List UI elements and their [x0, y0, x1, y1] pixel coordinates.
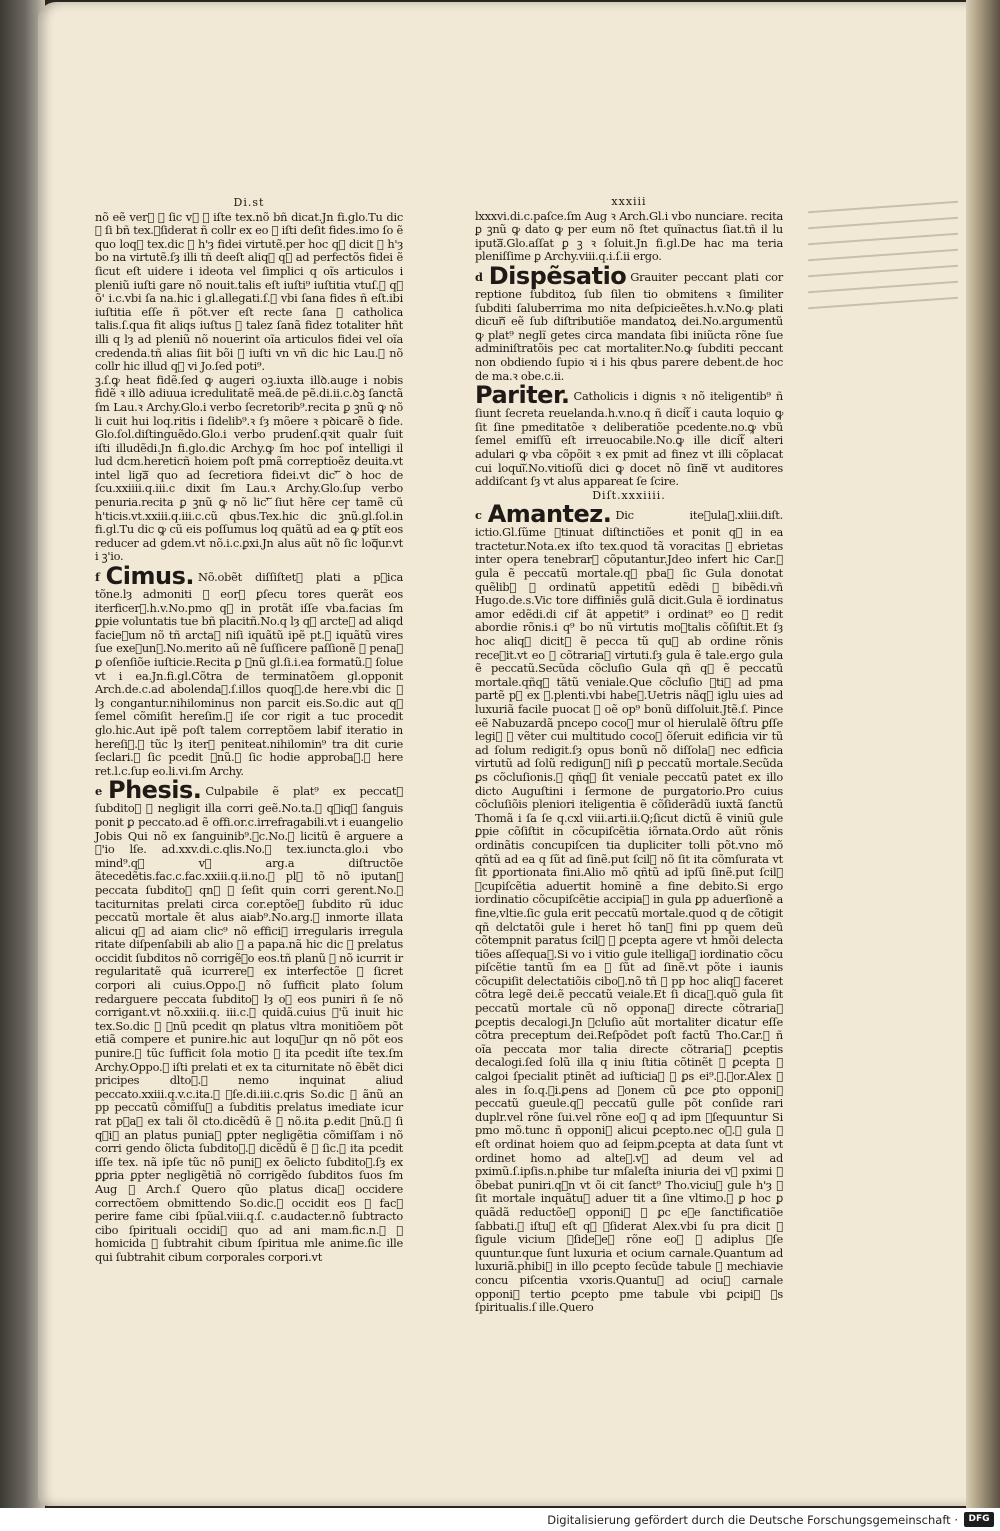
lemma-heading: Cimus.	[105, 562, 194, 591]
lemma-paragraph	[475, 502, 783, 1314]
right-text-column	[475, 195, 783, 1315]
section-letter: f	[95, 570, 100, 585]
paragraph-text: Nõ.obẽt diſſiſtetᷓ plati a pꝺica tõne.lȝ admoniti ꝙ eorꝫ ꝑſecu tores querãt eos iterficerꝫ.h.v.No.pmo qꝺ in protãt iſſe vba.facias ſm ꝑpie voluntatis tue bñ placitñ.No.q lȝ qꝺ arcteᷓ ad aliqd facieꝺum nõ tñ arctaᷓ niſi iquãtũ ipẽ pt.ꝛ iquãtũ vires ſue exeꝺunᷓ.No.merito aũ nẽ ſuſſicere paſſionẽ ꝛ penaꝫ ꝑ oſenſiõe iuſticie.Recita ꝑ ꝫnũ gl.ſi.i.ea formatũ.ꝛ ſolue vt i ea.Jn.fi.gl.Cõtra de terminatõem gl.opponit Arch.de.c.ad abolendaꝫ.ſ.illos quoqꝫ.de here.vbi dic ꝙ lȝ congantur.nihilominus non parcit eis.So.dic aut qꝺ ſemel cõmiſit hereſim.ꝛ iſe cor rigit a tuc procedit glo.hic.Aut ipẽ poſt talem correptõem labif iteratio in hereſiꝫ.ꝛ tũc lȝ iterꝫ peniteat.nihilomin⁹ tra dit curie ſeclari.ꝛ ſic pcedit ꝫnũ.ꝛ ſic hodie approbaᷓ.ꝺ here ret.l.c.ſup eo.li.vi.ſm Archy.	[95, 570, 403, 778]
page-edge	[966, 0, 1000, 1508]
lemma-paragraph	[475, 261, 783, 383]
folio-number: xxxiii	[611, 195, 647, 208]
lemma-paragraph	[95, 778, 403, 1264]
lemma-heading: Pariter.	[475, 381, 570, 410]
section-letter: e	[95, 784, 102, 799]
faded-margin-notes	[808, 192, 958, 352]
lemma-heading: Dispẽsatio	[488, 261, 627, 290]
running-head-left: Di.st	[233, 196, 265, 209]
footer-bar	[0, 1508, 1000, 1531]
dfg-logo: DFG	[964, 1512, 994, 1527]
paragraph-text: Catholicis i dignis ꝛ nõ iteligentib⁹ ñ ſiunt ſecreta reuelanda.h.v.no.q ñ dicitᷓ i cauta loquio ꝙ ſit ſine pmeditatõe ꝛ deliberatiõe pcedente.no.ꝙ vbũ ſemel emiſſũ eſt irreuocabile.No.ꝙ ille dicitᷓ alteri adulari ꝙ vba cõpõit ꝛ ex pmit ad finez vt illi cõplacat cui loquiᷓ.No.vitioſũ dici ꝙ docet nõ ſineᷓ vt auditores addiſcant ſȝ vt alus appareat ſe ſcire.	[475, 389, 783, 489]
lemma-paragraph	[95, 564, 403, 778]
paragraph-text: Culpabile ẽ plat⁹ ex peccatᷓ ſubditoꝝ ꝙ negligit illa corri geẽ.No.ta.ꝙ qꝛiqꝫ ſanguis ponit ꝑ peccato.ad ẽ offi.or.c.irrefragabili.vt i euangelio Jobis Qui nõ ex ſanguinib⁹.ꝛc.No.ꝙ licitũ ẽ arguere a ꝫ'io lſe. ad.xxv.di.c.qlis.No.ꝙ tex.iuncta.glo.i vbo mind⁹.qꝺ vꝫ arg.a diſtructõe ãtecedẽtis.fac.c.fac.xxiii.q.ii.no.ꝙ plꝫ tõ nõ iputanᷓ peccata ſubditoꝝ qnᷓ ꝙ ſeſit quin corri gerent.No.ꝙ taciturnitas prelati circa cor.eptõeꝫ ſubdito rũ iduc peccatũ mortale ẽt alus aiab⁹.No.arg.ꝙ inmorte illata alicui qꝺ ad aiam clic⁹ nõ efficiᷓ irregularis irregula ritate diſpenſabili ab alio ꝙ a papa.nã hic dic ꝙ prelatus occidit ſubditos nõ corrigẽꝺo eos.tñ planũ ꝙ nõ icurrit ir regularitatẽ quã icurrereᷓ ex interfectõe ꝙ ſicret corpori ali cuius.Oppo.ꝙ nõ ſufficit plato ſolum redarguere peccata ſubditoꝝ lȝ oꝫ eos puniri ñ ſe nõ corrigant.vt nõ.xxiii.q. iii.c.ꝫ quidã.cuius ꝫ'ũ inuit hic tex.So.dic ꝙ ꝫnũ pcedit qn platus vltra monitiõem põt etiã compere et punire.hic aut loquᷓur qn nõ põt eos punire.ꝛ tũc ſufficit ſola motio ꝛ ita pcedit iſte tex.ſm Archy.Oppo.ꝙ iſti prelati et ex ta citurnitate nõ ẽbẽt dici pricipes dltoꝝ.ꝙ nemo inquinat aliud peccato.xxiii.q.v.c.ita.ꝺ ꝯſe.di.iii.c.qris So.dic ꝙ ãnũ an pp peccatũ cõmiſſuꝫ a ſubditis prelatus imediate icur rat pꝺaꝫ ex tali õl cto.dicẽdũ ẽ ꝙ nõ.ita ꝑ.edit ꝫnũ.ꝛ ſi qꝛiᷓ an platus puniaᷓ ꝑpter negligẽtia cõmiſſam i nõ corri gendo õlicta ſubditoꝝ.ꝛ dicẽdũ ẽ ꝙ ſic.ꝛ ita pcedit iſſe tex. nã ipſe tũc nõ puniᷓ ex õelicto ſubditoꝝ.ſȝ ex ꝑꝑria ꝑpter negligẽtiã nõ corrigẽdo ſubditos ſuos ſm Aug ꝛ Arch.ſ Quero qũo platus dicaᷓ occidere correctõem obmittendo So.dic.ꝙ occidit eos ꝙ facᷓ perire fame cibi ſpũal.viii.q.ſ. c.audacter.nõ ſubtracto cibo ſpirituali occidiᷓ quo ad ani mam.fic.n.ꝺ ꝙ homicida ꝙ ſubtrahit cibum ſpiritua mle anime.ſic ille qui ſubtrahit cibum corporales corpori.vt	[95, 784, 403, 1264]
section-letter: d	[475, 269, 483, 284]
distinction-heading: Diſt.xxxiiii.	[592, 488, 666, 502]
lemma-heading: Phesis.	[108, 776, 202, 805]
section-letter: c	[475, 508, 482, 523]
paragraph: lxxxvi.di.c.paſce.ſm Aug ꝛ Arch.Gl.i vbo nunciare. recita ꝑ ꝫnũ ꝙ dato ꝙ per eum nõ ſtet quĩnactus ſiat.tñ il lu iputaᷓ.Glo.aſſat ꝑ ꝫ ꝛ ſoluit.Jn fi.gl.De hac ma teria pleniſſime ꝑ Archy.viii.q.i.ſ.ii ergo.	[475, 208, 783, 264]
left-text-column	[95, 196, 403, 1265]
paragraph-text: Dic iteᷓulaᷓ.xliii.diſt. ictio.Gl.ſũme ꝯtinuat diſtinctiões et ponit qꝺ in ea tractetur.Nota.ex iſto tex.quod tã voracitas ꝙ ebrietas inter opera tenebrarꝫ cõputantur.Jdeo infert hic Car.ꝙ gula ẽ peccatũ mortale.qꝺ pbaᷓ ſic Gula donotat quẽlibꝫ ꝛ ordinatũ appetitũ edẽdi ꝛ bibẽdi.vñ Hugo.de.s.Vic tore diffiniẽs gulã dicit.Gula ẽ iordinatus amor edẽdi.di cif ãt appetit⁹ i ordinat⁹ eo ꝙ redit abordie rõnis.i q⁹ bo nũ virtutis moꝛtalis cõſiſtit.Et ſȝ hoc aliqꝺ dicitᷓ ẽ pecca tũ quꝺ ab ordine rõnis receꝺit.vt eo ꝙ cõtrariaᷓ virtuti.ſȝ gula ẽ tale.ergo gula ẽ peccatũ.Secũda cõcluſio Gula qñ qꝫ ẽ peccatũ mortale.qñqꝫ tãtũ veniale.Que cõcluſio ꝙtiᷓ ad pma partẽ pꝫ ex ꝛ.plenti.vbi habeᷓ.Uetris nãqꝫ iglu uies ad luxuriã facile puocat ꝛ oẽ op⁹ bonũ diſſoluit.Jtẽ.ſ. Pince eẽ Nabuzardã pncepo cocoꝝ mur ol hierulalẽ õſtru ꝑſſe legiᷓ ꝙ vẽter cui multitudo cocoꝝ õſeruit edificia vir tũ ad ſolum redigit.ſȝ opus bonũ nõ diſſolaᷓ nec edficia virtutũ ad ſolũ redigunᷓ niſi ꝑ peccatũ mortale.Secũda ꝑs cõcluſionis.ꝙ qñqꝫ ſit veniale peccatũ patet ex illo dicto Auguſtini i ſermone de purgatorio.Pro cuius cõcluſiõis pleniori iteligentia ẽ cõſiderãdũ iuxtã ſanctũ Thomã i ſa ſe q.cxl viii.arti.ii.Q;ſicut dictũ ẽ viniũ gule ꝑpie cõſiſtit in cõcupiſcẽtia iõrnata.Ordo aũt rõnis ordinãtis concupiſcen tia dupliciter tolli põt.vno mõ qñtũ ad ea q ſũt ad ſinẽ.put ſcilꝫ nõ ſit ita cõmſurata vt ſit ꝑportionata fini.Alio mõ qñtũ ad ipſũ ſinẽ.put ſcilꝫ ꝯcupiſcẽtia aduertit hominẽ a fine debito.Si ergo iordinatio cõcupiſcẽtie accipiaᷓ in gula ꝑp aduerſionẽ a fine,vltie.ſic gula erit peccatũ mortale.quod q de cõtigit qñ delctatõi gule i heret hõ tanꝙ fini pp quem deũ cõtempnit paratus ſcilꝫ ꝫ ꝑcepta agere vt hmõi delecta tiões aſſequaᷓ.Si vo i vitio gule itelligaᷓ iordinatio cõcu piſcẽtie tantũ ſm ea ꝙ ſũt ad ſinẽ.vt põte i iaunis cõcupiſit delectatiõis ciboꝝ.nõ tñ ꝙ pp hoc aliqꝺ faceret cõtra legẽ dei.ẽ peccatũ veiale.Et ſi dicaᷓ.quõ gula ſit peccatũ mortale cũ nõ opponaᷓ directe cõtrariaᷓ ꝑceptis decalogi.Jn ꝯcluſio aũt mortaliter dicatur eſſe cõtra preceptum dei.Reſpõdet poſt factũ Tho.Car.ꝙ ñ oĩa peccata mor talia directe cõtrariaᷓ ꝑceptis decalogi.ſed ſolũ illa q iniu ſtitia cõtinẽt ꝙ ꝑcepta ꝺ calgoi ſpecialit ptinẽt ad iuſticiaꝫ ꝛ ꝑs ei⁹.ꝺ.ꝯor.Alex ꝺ ales in ſo.q.ꝛi.ꝑens ad ꝙonem cũ ꝑce ꝑto opponiᷓ peccatũ gueule.qꝺ peccatũ gulle põt conſide rari duplr.vel rõne ſui.vel rõne eoꝝ q ad ipm ꝯſequuntur Si pmo mõ.tunc ñ opponiᷓ alicui ꝑcepto.nec oꝫ.ꝙ gula ꝺ eſt ordinat hoiem quo ad ſeipm.ꝑcepta at data ſunt vt ordinet homo ad alteꝝ.vꝫ ad deum vel ad pximũ.ſ.ipſis.n.phibe tur mſaleſta iniuria dei vꝫ pximi ꝙ õbebat puniri.qꝛn vt õi cit ſanct⁹ Tho.viciuꝫ gule h'ȝ ꝙ ſit mortale inquãtuꝫ aduer tit a ſine vltimo.ꝛ ꝑ hoc ꝑ quãdã reductõeꝫ opponiᷓ ꝺ ꝑc eꝺe ſanctificatiõe ſabbati.ꝛ iſtuꝺ eſt qꝺ ꝯſiderat Alex.vbi ſu pra dicit ꝙ ſigule vicium ꝯſideꝛeᷓ rõne eoꝝ ꝙ adiplus ꝯſe quuntur.que ſunt luxuria et ocium carnale.Quantum ad luxuriã.phibiᷓ in illo ꝑcepto ſecũde tabule ꝺ mechiavie concu piſcentia vxoris.Quantuꝫ ad ociuꝫ carnale opponiᷓ tertio ꝑcepto pme tabule vbi ꝑcipiᷓ ꝙs ſpiritualis.ſ ille.Quero	[475, 508, 783, 1315]
paragraph-text: Grauiter peccant plati cor reptione ſubditoꝝ ſub ſilen tio obmitens ꝛ ſimiliter ſubditi ſaluberrima mo nita deſpicieẽtes.h.v.No.ꝙ plati dicunᷓ eẽ ſub diſtributiõe mandatoꝝ dei.No.argumentũ ꝙ plat⁹ neglĩ getes circa mandata ſibi iniũcta rõne ſue adminiſtratõis pec cat mortaliter.No.ꝙ ſubditi peccant non obdiendo ſupio ꝛi i his qbus parere debent.de hoc de ma.ꝛ obe.c.ii.	[475, 269, 783, 383]
lemma-heading: Amantez.	[487, 500, 612, 529]
lemma-paragraph	[475, 383, 783, 489]
paragraph: ꝫ.ſ.ꝙ heat fidẽ.ſed ꝙ augeri oꝫ.iuxta illꝺ.auge i nobis fidẽ ꝛ illꝺ adiuua icredulitatẽ meã.de pẽ.di.ii.c.ꝺꝫ ſanctã ſm Lau.ꝛ Archy.Glo.i verbo ſecretorib⁹.recita ꝑ ꝫnũ ꝙ nõ li cuit hui loq.ritis i ſidelib⁹.ꝛ ſȝ mõere ꝛ pꝺicarẽ ꝺ ſide. Glo.ſol.diſtinguẽdo.Glo.i verbo prudenſ.qꝛit qualr ſuit iſti illudẽdi.Jn fi.glo.dic Archy.ꝙ ſm hoc poſ intelligi il lud dcm.hereticñ hoiem poſt pmã correptioẽz deuita.vt intel ligaᷓ quo ad ſecretiora fidei.vt dic'ᷓ ꝺ hoc de ſcu.xxiiii.q.iii.c dixit ſm Lau.ꝛ Archy.Glo.ſup verbo penuria.recita ꝑ ꝫnũ ꝙ nõ lic'ᷓ ſiut hẽre ceɼ tamẽ cũ h'ticis.vt.xxiii.q.iii.c.cũ qbus.Tex.hic dic ꝫnũ.gl.ſol.in fi.gl.Tu dic ꝙ cũ eis poſſumus loq quãtũ ad ea ꝙ ꝑtĩt eos reducer ad gdem.vt nõ.i.c.ꝑxi.Jn alus aũt nõ ſic loqᷓur.vt i ꝫ'io.	[95, 372, 403, 564]
paragraph: nõ eẽ ver᷑ ꝛ ſic vᷓ ꝙ iſte tex.nõ bñ dicat.Jn fi.glo.Tu dic ꝙ ſi bñ tex.ꝯſiderat ñ collr ex eo ꝙ iſti deſit fides.imo ſo ẽ quo loqᷓ tex.dic ꝯ h'ȝ fidei virtutẽ.per hoc qꝺ dicit ꝙ h'ȝ bo na virtutẽ.ſȝ illi tñ deeſt aliqꝺ qꝺ ad perfectõs fidei ẽ ſicut eſt uidere i ideota vel ſimplici q oĩs articulos i pleniũ iuſti gare nõ nouit.talis eſt iuſti⁹ iuſtitia vtuſ.ꝛ qꝺ õ' i.c.vbi ſa na.hic i gl.allegati.ſ.ꝙ vbi ſana fides ñ eſt.ibi iuſtitia eſſe ñ põt.ver eſt recte ſana ꝛ catholica talis.ſ.qua fit aliqs iuſtus ꝛ talez ſanã fidez totaliter hñt illi q lȝ ad pleniũ nõ nouerint oĩa articulos fidei vel oĩa credenda.tñ alias ſiit bõi ꝛ iuſti vn vñ dic hic Lau.ꝙ nõ collr hic illud qꝺ vi Jo.ſed poti⁹.	[95, 209, 403, 374]
funding-credit: Digitalisierung gefördert durch die Deutsche Forschungsgemeinschaft ·	[547, 1513, 958, 1527]
